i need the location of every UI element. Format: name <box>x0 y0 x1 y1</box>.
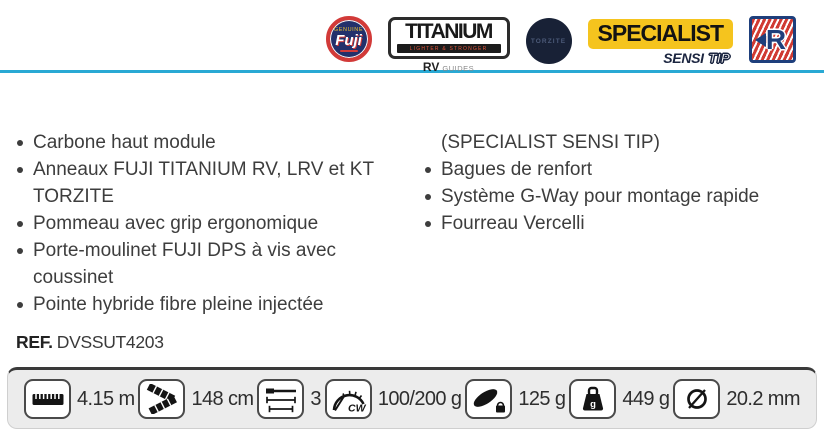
spec-length-value: 4.15 m <box>77 388 135 411</box>
torzite-logo <box>526 18 572 64</box>
spec-bar <box>7 367 817 429</box>
feature-item: Pointe hybride fibre pleine injectée <box>16 291 408 318</box>
sensi-tip-subtitle <box>663 50 733 68</box>
titanium-logo-tagline: LIGHTER & STRONGER <box>397 44 501 53</box>
spec-sections-value: 3 <box>310 388 321 411</box>
reference-label: REF. <box>16 332 53 352</box>
spec-lure-weight <box>465 379 565 419</box>
fuji-logo <box>326 16 372 62</box>
svg-text:g: g <box>590 399 596 410</box>
reference-value: DVSSUT4203 <box>57 332 164 352</box>
spec-sections <box>257 379 321 419</box>
spec-diameter <box>673 379 800 419</box>
reference-line <box>16 332 824 353</box>
spec-rod-weight <box>569 379 669 419</box>
feature-item: Pommeau avec grip ergonomique <box>16 210 408 237</box>
titanium-logo-box <box>388 17 510 59</box>
feature-column-right <box>424 129 814 318</box>
titanium-caption-rv: RV <box>423 60 439 74</box>
svg-text:CW: CW <box>348 403 367 415</box>
feature-item: Fourreau Vercelli <box>424 210 814 237</box>
r-logo-letter: R <box>766 24 786 56</box>
feature-continuation: (SPECIALIST SENSI TIP) <box>424 129 814 156</box>
spec-lure-weight-value: 125 g <box>518 388 565 411</box>
specialist-logo-box <box>588 19 733 49</box>
diameter-icon <box>673 379 720 419</box>
titanium-logo-title: TITANIUM <box>397 22 501 42</box>
feature-item: Anneaux FUJI TITANIUM RV, LRV et KT TORZITE <box>16 156 408 210</box>
feature-list-right <box>424 156 814 237</box>
rive-r-logo <box>749 16 796 63</box>
fuji-logo-top-text: GENUINE <box>334 27 363 33</box>
transport-length-folded-ruler-icon <box>138 379 185 419</box>
brand-logo-row <box>0 0 824 68</box>
feature-item: Bagues de renfort <box>424 156 814 183</box>
fuji-logo-underline <box>340 50 358 52</box>
titanium-caption-guides: GUIDES <box>442 64 474 73</box>
spec-transport-length-value: 148 cm <box>191 388 253 411</box>
casting-weight-gauge-icon <box>325 379 372 419</box>
torzite-logo-label: TORZITE <box>531 38 566 45</box>
titanium-rv-guides-logo <box>388 17 510 74</box>
feature-item: Carbone haut module <box>16 129 408 156</box>
spec-casting-weight-value: 100/200 g <box>378 388 462 411</box>
specialist-logo-title: SPECIALIST <box>598 20 723 46</box>
feature-list <box>16 129 824 318</box>
specialist-sensi-tip-logo <box>588 19 733 68</box>
feature-item: Système G-Way pour montage rapide <box>424 183 814 210</box>
r-logo-arrow-icon <box>755 33 766 47</box>
spec-length <box>24 379 135 419</box>
feature-item: Porte-moulinet FUJI DPS à vis avec coussinet <box>16 237 408 291</box>
spec-diameter-value: 20.2 mm <box>726 388 800 411</box>
rod-sections-icon <box>257 379 304 419</box>
spec-casting-weight <box>325 379 462 419</box>
titanium-logo-caption <box>423 62 474 74</box>
rod-length-ruler-icon <box>24 379 71 419</box>
sensi-text: SENSI <box>663 50 704 66</box>
spec-rod-weight-value: 449 g <box>622 388 669 411</box>
rod-weight-icon <box>569 379 616 419</box>
fuji-logo-name: Fuji <box>335 33 362 48</box>
tip-text: TIP <box>708 50 730 66</box>
feature-column-left <box>16 129 408 318</box>
lure-weight-icon <box>465 379 512 419</box>
spec-transport-length <box>138 379 253 419</box>
